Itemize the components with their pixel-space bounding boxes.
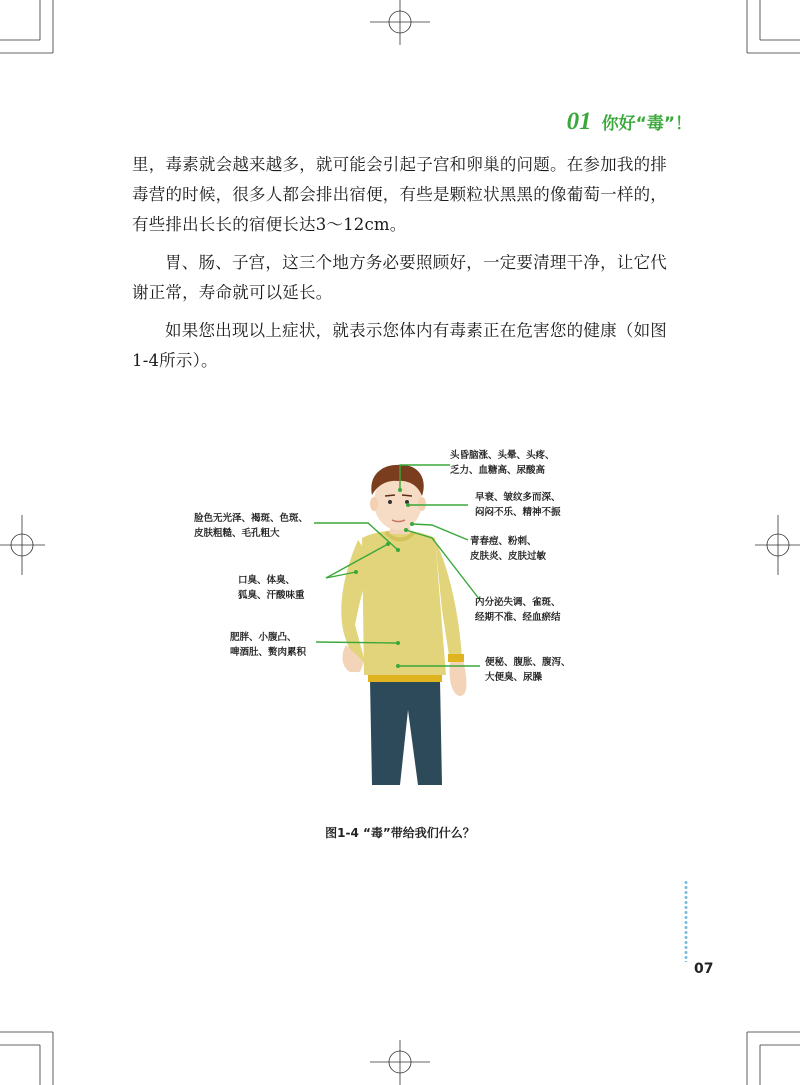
label-line: 皮肤粗糙、毛孔粗大 [194, 528, 280, 539]
label-line: 脸色无光泽、褐斑、色斑、 [194, 513, 309, 524]
chapter-number: 01 [566, 108, 592, 135]
paragraph: 如果您出现以上症状，就表示您体内有毒素正在危害您的健康（如图1-4所示）。 [132, 321, 667, 370]
label-line: 乏力、血糖高、尿酸高 [450, 465, 546, 476]
label-line: 便秘、腹胀、腹泻、 [485, 657, 571, 668]
label-line: 头昏脑涨、头晕、头疼、 [450, 450, 555, 461]
label-bowel-symptoms [485, 655, 571, 685]
label-line: 口臭、体臭、 [238, 575, 296, 586]
paragraph: 胃、肠、子宫，这三个地方务必要照顾好，一定要清理干净，让它代谢正常，寿命就可以延长。 [132, 253, 667, 302]
label-line: 闷闷不乐、精神不振 [475, 507, 561, 518]
label-line: 经期不准、经血瘀结 [475, 612, 561, 623]
label-face-symptoms [194, 511, 308, 541]
man-illustration [150, 440, 650, 800]
label-fat-symptoms [230, 630, 306, 660]
label-wrinkle-symptoms [475, 490, 561, 520]
body-text [132, 150, 667, 384]
label-line: 狐臭、汗酸味重 [238, 590, 305, 601]
figure-caption: 图1-4 “毒”带给我们什么？ [325, 826, 475, 840]
chapter-header [567, 108, 692, 136]
decorative-dotted-line [684, 880, 688, 962]
label-line: 内分泌失调、雀斑、 [475, 597, 561, 608]
label-line: 大便臭、尿臊 [485, 672, 543, 683]
label-line: 啤酒肚、赘肉累积 [230, 647, 307, 658]
label-line: 肥胖、小腹凸、 [230, 632, 297, 643]
page-number: 07 [694, 961, 714, 977]
paragraph: 里，毒素就会越来越多，就可能会引起子宫和卵巢的问题。在参加我的排毒营的时候，很多人都会排出宿便，有些是颗粒状黑黑的像葡萄一样的，有些排出长长的宿便长达3～12cm。 [132, 155, 667, 234]
label-acne-symptoms [470, 534, 546, 564]
symptom-figure [150, 440, 650, 800]
label-endocrine-symptoms [475, 595, 561, 625]
label-line: 皮肤炎、皮肤过敏 [470, 551, 547, 562]
label-head-symptoms [450, 448, 555, 478]
chapter-title: 你好“毒”！ [601, 114, 692, 134]
label-line: 青春痘、粉刺、 [470, 536, 537, 547]
label-line: 早衰、皱纹多而深、 [475, 492, 561, 503]
label-odor-symptoms [238, 573, 305, 603]
